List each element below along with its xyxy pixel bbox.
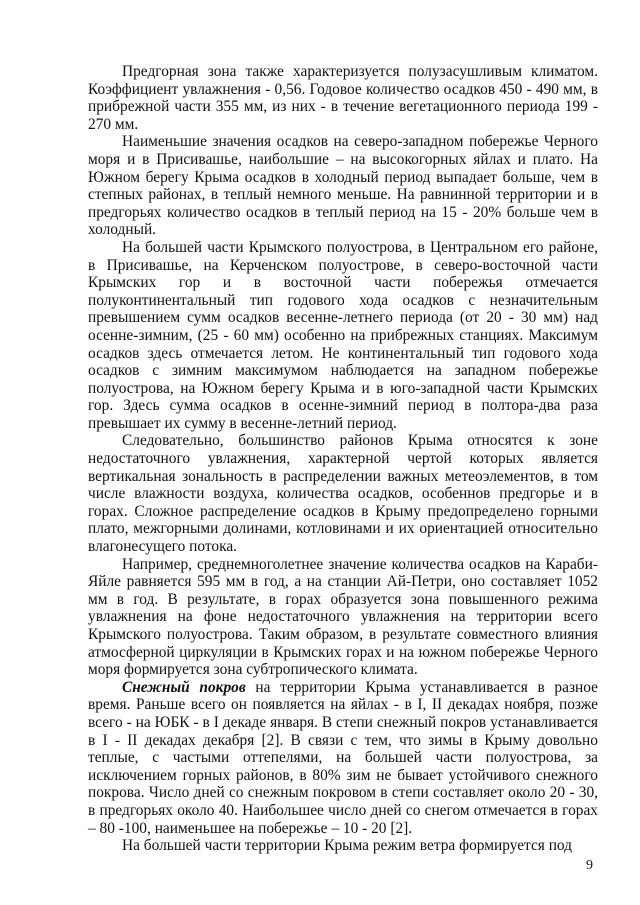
paragraph-moisture-zones: Следовательно, большинство районов Крыма относятся к зоне недостаточного увлажнения, характерной чертой которых является вертикальная зональность в распределении важных метеоэлементов, в том числе влажности воздуха, количества осадков, особеннов предгорье и в горах. Сложное распределение осадков в Крыму предопределено горными плато, межгорными долинами, котловинами и их ориентацией относительно влагонесущего потока.	[88, 432, 598, 556]
paragraph-karabi-example: Например, среднемноголетнее значение количества осадков на Караби-Яйле равняется 595 мм в год, а на станции Ай-Петри, оно составляет 1052 мм в год. В результате, в горах образуется зона повышенного режима увлажнения на фоне недостаточного увлажнения на территории всего Крымского полуострова. Таким образом, в результате совместного влияния атмосферной циркуляции в Крымских горах и на южном побережье Черного моря формируется зона субтропического климата.	[88, 555, 598, 679]
page-number: 9	[586, 858, 593, 873]
paragraph-foothill-zone: Предгорная зона также характеризуется полузасушливым климатом. Коэффициент увлажнения - 0,56. Годовое количество осадков 450 - 490 мм, в прибрежной части 355 мм, из них - в течение вегетационного периода 199 - 270 мм.	[88, 63, 598, 133]
document-body	[88, 63, 598, 855]
paragraph-min-precipitation: Наименьшие значения осадков на северо-западном побережье Черного моря и в Присивашье, наибольшие – на высокогорных яйлах и плато. На Южном берегу Крыма осадков в холодный период выпадает больше, чем в степных районах, в теплый немного меньше. На равнинной территории и в предгорьях количество осадков в теплый период на 15 - 20% больше чем в холодный.	[88, 133, 598, 239]
paragraph-annual-precipitation: На большей части Крымского полуострова, в Центральном его районе, в Присивашье, на Керченском полуострове, в северо-восточной части Крымских гор и в восточной части побережья отмечается полуконтинентальный тип годового хода осадков с незначительным превышением сумм осадков весенне-летнего периода (от 20 - 30 мм) над осенне-зимним, (25 - 60 мм) особенно на прибрежных станциях. Максимум осадков здесь отмечается летом. Не континентальный тип годового хода осадков с зимним максимумом наблюдается на западном побережье полуострова, на Южном берегу Крыма и в юго-западной части Крымских гор. Здесь сумма осадков в осенне-зимний период в полтора-два раза превышает их сумму в весенне-летний период.	[88, 238, 598, 432]
paragraph-snow-cover: Снежный покров на территории Крыма устанавливается в разное время. Раньше всего он появляется на яйлах - в I, II декадах ноября, позже всего - на ЮБК - в I декаде января. В степи снежный покров устанавливается в I - II декадах декабря [2]. В связи с тем, что зимы в Крыму довольно теплые, с частыми оттепелями, на большей части полуострова, за исключением горных районов, в 80% зим не бывает устойчивого снежного покрова. Число дней со снежным покровом в степи составляет около 20 - 30, в предгорьях около 40. Наибольшее число дней со снегом отмечается в горах – 80 -100, наименьшее на побережье – 10 - 20 [2].	[88, 678, 598, 837]
snow-cover-heading: Снежный покров	[122, 678, 246, 696]
paragraph-wind-regime: На большей части территории Крыма режим ветра формируется под	[122, 837, 573, 855]
